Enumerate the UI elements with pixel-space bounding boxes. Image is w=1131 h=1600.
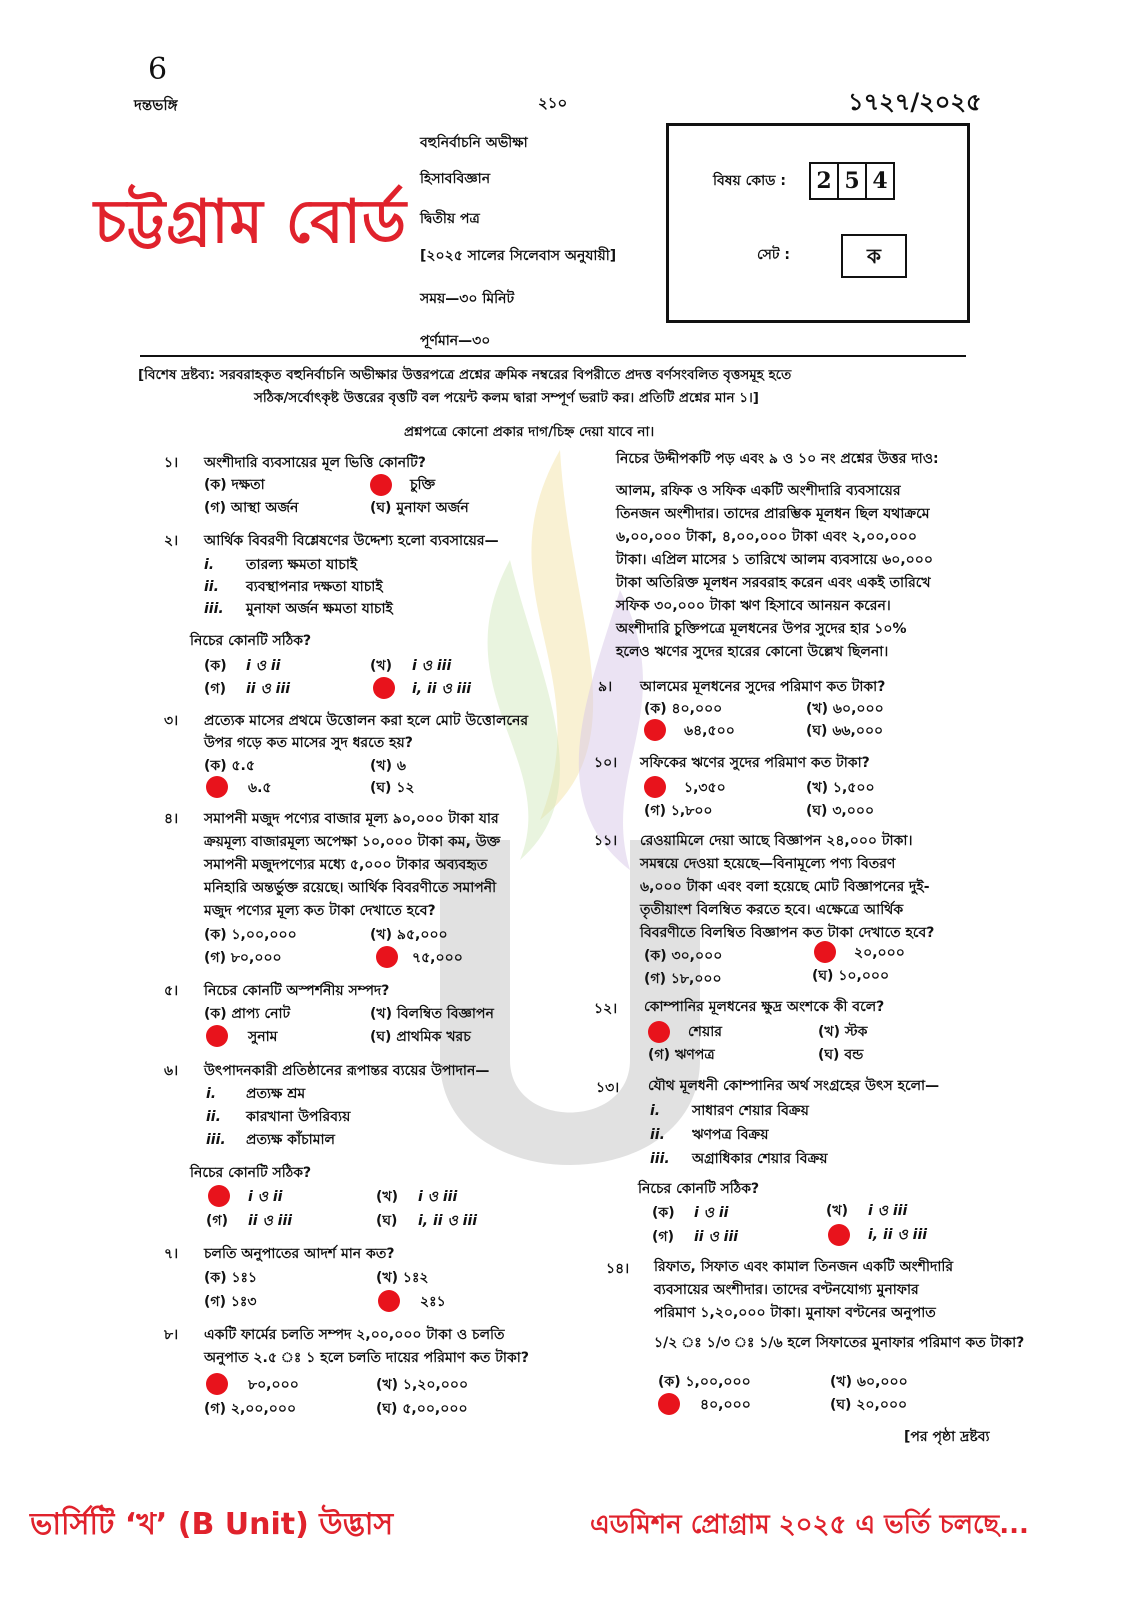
- q3-option-a: (ক) ৫.৫: [204, 758, 255, 774]
- q2-option-b-label: (খ): [370, 658, 392, 674]
- q9-number: ৯।: [598, 679, 613, 695]
- q2-option-c: ii ও iii: [246, 681, 291, 697]
- q8-text-2: অনুপাত ২.৫ ঃ ১ হলে চলতি দায়ের পরিমাণ কত টাকা?: [204, 1350, 529, 1366]
- stem-line-5: টাকা অতিরিক্ত মূলধন সরবরাহ করেন এবং একই তারিখে: [616, 575, 931, 591]
- subject: হিসাববিজ্ঞান: [420, 171, 491, 187]
- q13-option-c: ii ও iii: [694, 1229, 739, 1245]
- q6-statement-i: প্রত্যক্ষ শ্রম: [246, 1086, 306, 1102]
- set-value: ক: [841, 234, 907, 278]
- q6-answer-dot: [208, 1185, 230, 1207]
- q11-option-c: (গ) ১৮,০০০: [644, 971, 722, 987]
- q13-which: নিচের কোনটি সঠিক?: [638, 1181, 760, 1197]
- stem-line-4: টাকা। এপ্রিল মাসের ১ তারিখে আলম ব্যবসায়ে ৬০,০০০: [616, 552, 933, 568]
- code-box: [666, 123, 970, 323]
- q6-roman-iii: iii.: [206, 1132, 226, 1148]
- q3-answer-dot: [206, 776, 228, 798]
- q7-answer-dot: [378, 1290, 400, 1312]
- q3-option-d: (ঘ) ১২: [370, 780, 415, 796]
- subject-code-label: বিষয় কোড :: [713, 173, 786, 189]
- q10-answer-dot: [644, 776, 666, 798]
- q11-text-1: রেওয়ামিলে দেয়া আছে বিজ্ঞাপন ২৪,০০০ টাকা।: [640, 833, 913, 849]
- next-page-note: [পর পৃষ্ঠা দ্রষ্টব্য: [904, 1429, 990, 1445]
- left-label: দন্তভঙ্গি: [134, 96, 178, 114]
- q5-number: ৫।: [164, 983, 179, 999]
- stem-line-1: আলম, রফিক ও সফিক একটি অংশীদারি ব্যবসায়ের: [616, 483, 901, 499]
- q13-option-b: i ও iii: [868, 1203, 908, 1219]
- q13-statement-ii: ঋণপত্র বিক্রয়: [692, 1127, 769, 1143]
- q12-option-a: শেয়ার: [688, 1024, 722, 1040]
- q5-answer-dot: [206, 1025, 228, 1047]
- q14-text-2: ব্যবসায়ের অংশীদার। তাদের বণ্টনযোগ্য মুনাফার: [654, 1282, 919, 1298]
- q2-text: আর্থিক বিবরণী বিশ্লেষণের উদ্দেশ্য হলো ব্যবসায়ের—: [204, 533, 499, 549]
- q14-ratio-1: ১/২: [654, 1335, 678, 1351]
- q4-option-b: (খ) ৯৫,০০০: [370, 927, 448, 943]
- stem-intro: নিচের উদ্দীপকটি পড় এবং ৯ ও ১০ নং প্রশ্নের উত্তর দাও:: [616, 451, 939, 467]
- q13-option-d: i, ii ও iii: [868, 1227, 928, 1243]
- q4-number: ৪।: [164, 811, 179, 827]
- stem-line-6: সফিক ৩০,০০০ টাকা ঋণ হিসাবে আনয়ন করেন।: [616, 598, 891, 614]
- q10-text: সফিকের ঋণের সুদের পরিমাণ কত টাকা?: [640, 755, 870, 771]
- instruction-line-2: সঠিক/সর্বোৎকৃষ্ট উত্তরের বৃত্তটি বল পয়েন্ট কলম দ্বারা সম্পূর্ণ ভরাট কর। প্রতিটি প্রশ্নের মান ১।]: [254, 390, 759, 406]
- q8-option-d: (ঘ) ৫,০০,০০০: [376, 1401, 468, 1417]
- q14-ratio: [654, 1332, 1024, 1354]
- q9-option-c: ৬৪,৫০০: [684, 723, 735, 739]
- q6-statement-ii: কারখানা উপরিব্যয়: [246, 1109, 351, 1125]
- q5-option-c: সুনাম: [248, 1029, 278, 1045]
- q1-answer-dot: [370, 474, 392, 496]
- q1-option-a: (ক) দক্ষতা: [204, 477, 265, 493]
- q12-option-c: (গ) ঋণপত্র: [648, 1047, 715, 1063]
- q3-option-c: ৬.৫: [248, 780, 272, 796]
- q4-text-2: ক্রয়মূল্য বাজারমূল্য অপেক্ষা ১০,০০০ টাকা কম, উক্ত: [204, 834, 501, 850]
- q6-option-c: ii ও iii: [248, 1213, 293, 1229]
- q2-option-c-label: (গ): [204, 681, 226, 697]
- set-label: সেট :: [757, 247, 791, 263]
- instruction-line-1: [বিশেষ দ্রষ্টব্য: সরবরাহকৃত বহুনির্বাচনি অভীক্ষার উত্তরপত্রে প্রশ্নের ক্রমিক নম্বরের বিপরীতে প্রদত্ত বর্ণসংবলিত বৃত্তসমূহ হতে: [138, 367, 792, 383]
- q8-answer-dot: [206, 1373, 228, 1395]
- q11-option-d: (ঘ) ১০,০০০: [812, 968, 890, 984]
- subject-code-digit-3: 4: [865, 162, 895, 200]
- q6-number: ৬।: [164, 1063, 179, 1079]
- q3-text-2: উপর গড়ে কত মাসের সুদ ধরতে হয়?: [204, 735, 413, 751]
- q2-roman-ii: ii.: [204, 579, 219, 595]
- q14-option-b: (খ) ৬০,০০০: [830, 1374, 908, 1390]
- q14-number: ১৪।: [606, 1261, 630, 1277]
- q9-option-a: (ক) ৪০,০০০: [644, 701, 723, 717]
- q12-number: ১২।: [594, 1001, 618, 1017]
- q12-answer-dot: [648, 1021, 670, 1043]
- q6-text: উৎপাদনকারী প্রতিষ্ঠানের রূপান্তর ব্যয়ের উপাদান—: [204, 1063, 490, 1079]
- page-number: ২১০: [538, 94, 568, 112]
- q4-answer-dot: [376, 946, 398, 968]
- q14-text-3: পরিমাণ ১,২০,০০০ টাকা। মুনাফা বণ্টনের অনুপাত: [654, 1305, 936, 1321]
- q11-option-b: ২০,০০০: [854, 945, 905, 961]
- exam-type: বহুনির্বাচনি অভীক্ষা: [420, 135, 528, 151]
- q4-text-3: সমাপনী মজুদপণ্যের মধ্যে ৫,০০০ টাকার অব্যবহৃত: [204, 857, 488, 873]
- syllabus: [২০২৫ সালের সিলেবাস অনুযায়ী]: [420, 248, 617, 264]
- q2-roman-i: i.: [204, 557, 215, 573]
- q1-option-b: চুক্তি: [410, 477, 436, 493]
- full-marks: পূর্ণমান—৩০: [420, 333, 491, 349]
- paper: দ্বিতীয় পত্র: [420, 211, 480, 227]
- header-rule: [140, 355, 966, 357]
- time: সময়—৩০ মিনিট: [420, 291, 515, 307]
- q13-roman-iii: iii.: [650, 1151, 670, 1167]
- q7-option-b: (খ) ১ঃ২: [376, 1270, 429, 1286]
- q14-text-4: হলে সিফাতের মুনাফার পরিমাণ কত টাকা?: [787, 1335, 1025, 1351]
- q8-option-c: (গ) ২,০০,০০০: [204, 1401, 297, 1417]
- q2-statement-iii: মুনাফা অর্জন ক্ষমতা যাচাই: [246, 601, 393, 617]
- board-name: চট্টগ্রাম বোর্ড: [94, 187, 408, 257]
- q14-text-1: রিফাত, সিফাত এবং কামাল তিনজন একটি অংশীদারি: [654, 1259, 954, 1275]
- q2-number: ২।: [164, 533, 179, 549]
- q4-option-a: (ক) ১,০০,০০০: [204, 927, 297, 943]
- footer-left: ভার্সিটি ‘খ’ (B Unit) উদ্ভাস: [30, 1507, 394, 1542]
- handwritten-mark: 6: [148, 52, 168, 87]
- q12-option-b: (খ) স্টক: [818, 1024, 868, 1040]
- q14-option-c: ৪০,০০০: [700, 1397, 751, 1413]
- q2-statement-ii: ব্যবস্থাপনার দক্ষতা যাচাই: [246, 579, 383, 595]
- q5-option-d: (ঘ) প্রাথমিক খরচ: [370, 1029, 471, 1045]
- q2-option-a: i ও ii: [246, 658, 281, 674]
- q11-option-a: (ক) ৩০,০০০: [644, 948, 723, 964]
- q4-text-5: মজুদ পণ্যের মূল্য কত টাকা দেখাতে হবে?: [204, 903, 436, 919]
- q6-which: নিচের কোনটি সঠিক?: [190, 1165, 312, 1181]
- q1-option-c: (গ) আস্থা অর্জন: [204, 500, 299, 516]
- q8-option-a: ৮০,০০০: [248, 1377, 299, 1393]
- q14-option-a: (ক) ১,০০,০০০: [658, 1374, 751, 1390]
- q14-ratio-3: ১/৬: [759, 1335, 783, 1351]
- q14-option-d: (ঘ) ২০,০০০: [830, 1397, 908, 1413]
- q9-option-b: (খ) ৬০,০০০: [806, 701, 884, 717]
- q7-text: চলতি অনুপাতের আদর্শ মান কত?: [204, 1246, 395, 1262]
- q13-option-a: i ও ii: [694, 1205, 729, 1221]
- q1-option-d: (ঘ) মুনাফা অর্জন: [370, 500, 469, 516]
- q2-answer-dot: [373, 677, 395, 699]
- q6-option-c-label: (গ): [206, 1213, 228, 1229]
- q4-option-c: (গ) ৮০,০০০: [204, 950, 282, 966]
- footer-right: এডমিশন প্রোগ্রাম ২০২৫ এ ভর্তি চলছে...: [590, 1510, 1029, 1540]
- q4-option-d: ৭৫,০০০: [412, 950, 463, 966]
- q13-statement-i: সাধারণ শেয়ার বিক্রয়: [692, 1103, 809, 1119]
- q1-number: ১।: [164, 455, 179, 471]
- q6-statement-iii: প্রত্যক্ষ কাঁচামাল: [246, 1132, 335, 1148]
- q6-option-a: i ও ii: [248, 1189, 283, 1205]
- q8-number: ৮।: [164, 1327, 179, 1343]
- q4-text-1: সমাপনী মজুদ পণ্যের বাজার মূল্য ৯০,০০০ টাকা যার: [204, 811, 499, 827]
- q8-text-1: একটি ফার্মের চলতি সম্পদ ২,০০,০০০ টাকা ও চলতি: [204, 1327, 505, 1343]
- q2-statement-i: তারল্য ক্ষমতা যাচাই: [246, 557, 358, 573]
- q2-roman-iii: iii.: [204, 601, 224, 617]
- q11-number: ১১।: [594, 833, 618, 849]
- q11-text-4: তৃতীয়াংশ বিলম্বিত করতে হবে। এক্ষেত্রে আর্থিক: [640, 902, 904, 918]
- q7-number: ৭।: [164, 1246, 179, 1262]
- q7-option-a: (ক) ১ঃ১: [204, 1270, 258, 1286]
- stem-line-2: তিনজন অংশীদার। তাদের প্রারম্ভিক মূলধন ছিল যথাক্রমে: [616, 506, 930, 522]
- q3-option-b: (খ) ৬: [370, 758, 406, 774]
- q12-text: কোম্পানির মূলধনের ক্ষুদ্র অংশকে কী বলে?: [644, 999, 885, 1015]
- stem-line-3: ৬,০০,০০০ টাকা, ৪,০০,০০০ টাকা এবং ২,০০,০০০: [616, 529, 917, 545]
- q2-option-b: i ও iii: [412, 658, 452, 674]
- q11-answer-dot: [814, 941, 836, 963]
- stem-line-8: হলেও ঋণের সুদের হারের কোনো উল্লেখ ছিলনা।: [616, 644, 889, 660]
- q13-option-b-label: (খ): [826, 1203, 848, 1219]
- q13-text: যৌথ মূলধনী কোম্পানির অর্থ সংগ্রহের উৎস হলো—: [648, 1078, 940, 1094]
- q3-text-1: প্রত্যেক মাসের প্রথমে উত্তোলন করা হলে মোট উত্তোলনের: [204, 713, 529, 729]
- q13-roman-i: i.: [650, 1103, 661, 1119]
- q1-text: অংশীদারি ব্যবসায়ের মূল ভিত্তি কোনটি?: [204, 455, 426, 471]
- q5-text: নিচের কোনটি অস্পর্শনীয় সম্পদ?: [204, 983, 390, 999]
- subject-code-cells: [811, 162, 895, 200]
- subject-code-digit-1: 2: [809, 162, 839, 200]
- q10-number: ১০।: [594, 755, 618, 771]
- q6-option-b: i ও iii: [418, 1189, 458, 1205]
- q13-statement-iii: অগ্রাধিকার শেয়ার বিক্রয়: [692, 1151, 828, 1167]
- stem-line-7: অংশীদারি চুক্তিপত্রে মূলধনের উপর সুদের হার ১০%: [616, 621, 907, 637]
- q14-ratio-2: ১/৩: [706, 1335, 730, 1351]
- q2-option-a-label: (ক): [204, 658, 227, 674]
- q5-option-b: (খ) বিলম্বিত বিজ্ঞাপন: [370, 1006, 494, 1022]
- q11-text-5: বিবরণীতে বিলম্বিত বিজ্ঞাপন কত টাকা দেখাতে হবে?: [640, 925, 935, 941]
- q13-option-a-label: (ক): [652, 1205, 675, 1221]
- q2-which: নিচের কোনটি সঠিক?: [190, 633, 312, 649]
- exam-code: ১৭২৭/২০২৫: [848, 88, 982, 116]
- q3-number: ৩।: [164, 713, 179, 729]
- subject-code-digit-2: 5: [837, 162, 867, 200]
- q2-option-d: i, ii ও iii: [412, 681, 472, 697]
- q7-option-c: (গ) ১ঃ৩: [204, 1294, 257, 1310]
- q14-answer-dot: [658, 1393, 680, 1415]
- q9-answer-dot: [644, 719, 666, 741]
- q13-option-c-label: (গ): [652, 1229, 674, 1245]
- q10-option-b: (খ) ১,৫০০: [806, 780, 875, 796]
- q6-roman-i: i.: [206, 1086, 217, 1102]
- q9-option-d: (ঘ) ৬৬,০০০: [806, 723, 884, 739]
- q9-text: আলমের মূলধনের সুদের পরিমাণ কত টাকা?: [640, 679, 886, 695]
- instruction-line-3: প্রশ্নপত্রে কোনো প্রকার দাগ/চিহ্ন দেয়া যাবে না।: [404, 424, 655, 440]
- q7-option-d: ২ঃ১: [420, 1294, 446, 1310]
- q6-option-d: i, ii ও iii: [418, 1213, 478, 1229]
- q13-number: ১৩।: [596, 1080, 620, 1096]
- q10-option-d: (ঘ) ৩,০০০: [806, 803, 875, 819]
- q10-option-a: ১,৩৫০: [684, 780, 726, 796]
- q10-option-c: (গ) ১,৮০০: [644, 803, 713, 819]
- q6-option-d-label: (ঘ): [376, 1213, 398, 1229]
- q11-text-3: ৬,০০০ টাকা এবং বলা হয়েছে মোট বিজ্ঞাপনের দুই-: [640, 879, 930, 895]
- q6-roman-ii: ii.: [206, 1109, 221, 1125]
- q12-option-d: (ঘ) বন্ড: [818, 1047, 864, 1063]
- q8-option-b: (খ) ১,২০,০০০: [376, 1377, 469, 1393]
- q5-option-a: (ক) প্রাপ্য নোট: [204, 1006, 291, 1022]
- q13-roman-ii: ii.: [650, 1127, 665, 1143]
- q13-answer-dot: [828, 1224, 850, 1246]
- q11-text-2: সমন্বয়ে দেওয়া হয়েছে—বিনামূল্যে পণ্য বিতরণ: [640, 856, 896, 872]
- q6-option-b-label: (খ): [376, 1189, 398, 1205]
- q4-text-4: মনিহারি অন্তর্ভুক্ত রয়েছে। আর্থিক বিবরণীতে সমাপনী: [204, 880, 497, 896]
